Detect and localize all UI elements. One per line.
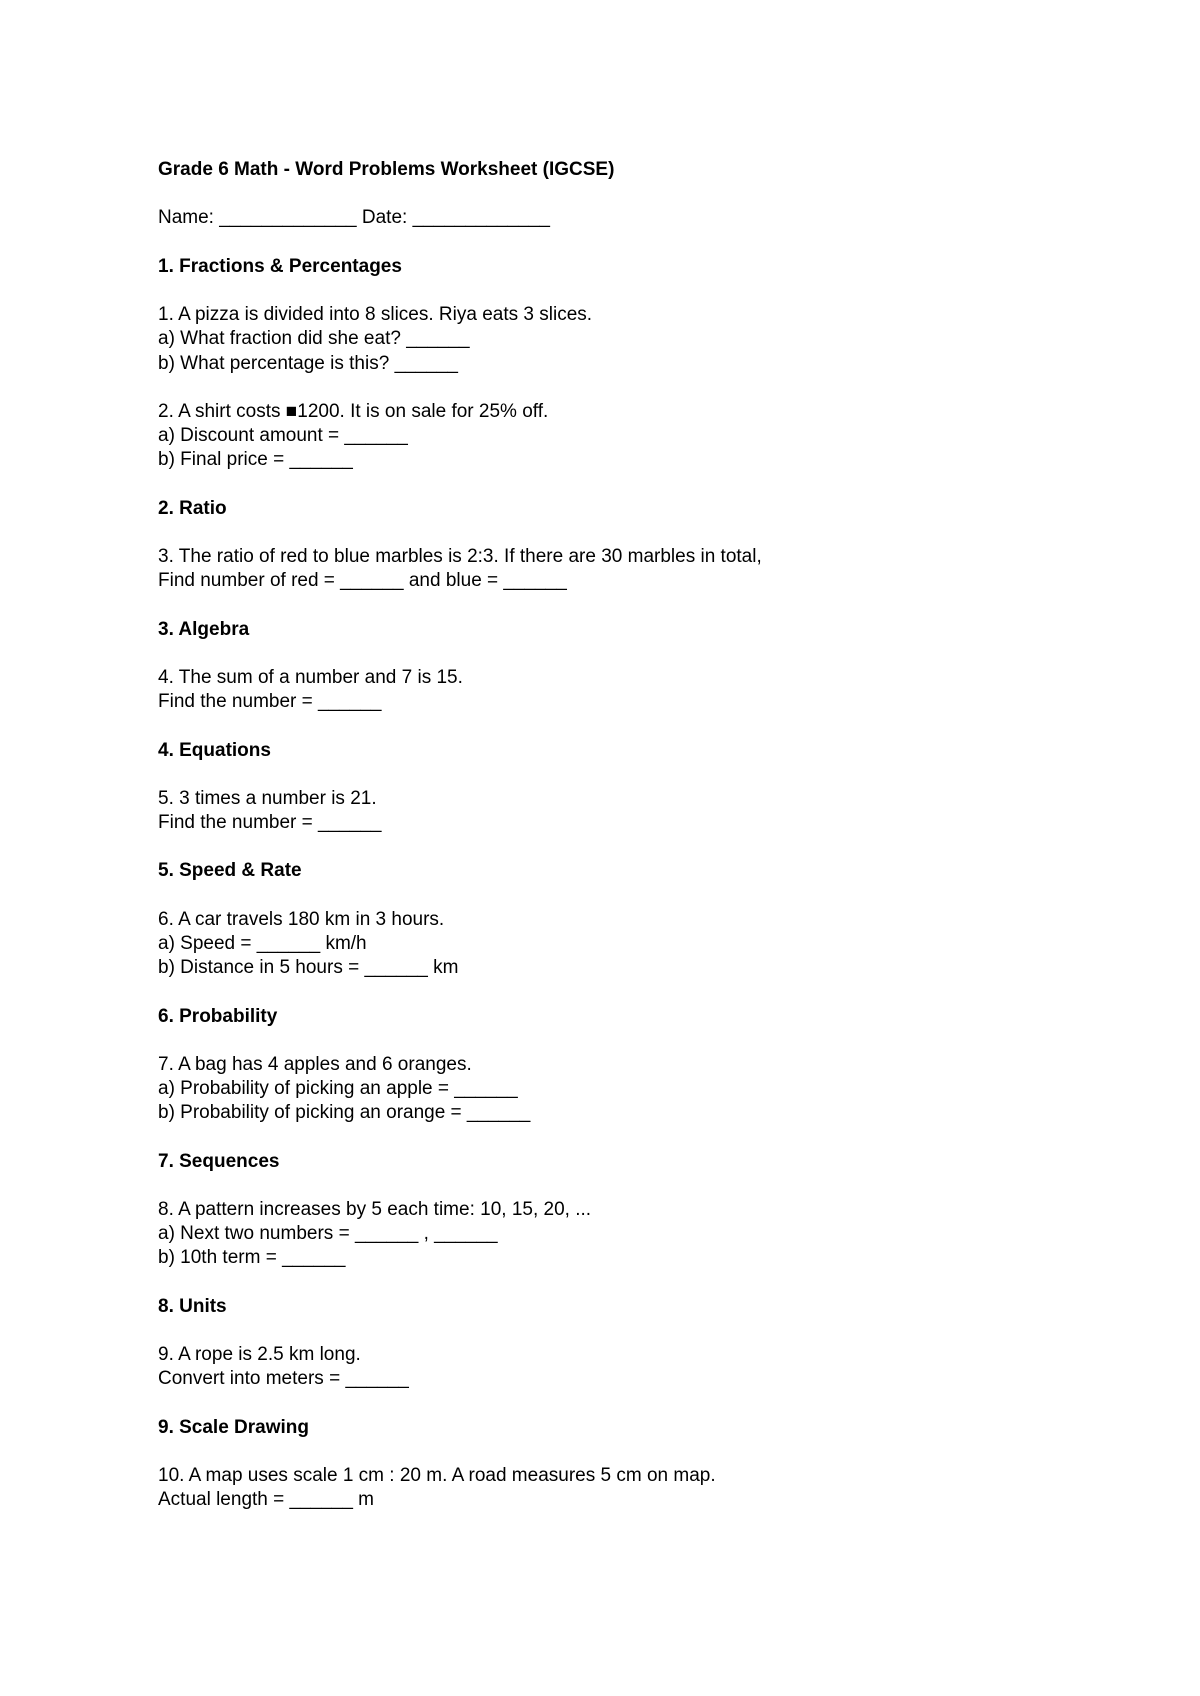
- answer-line: Find the number = ______: [158, 812, 382, 834]
- spacer: [158, 1271, 1138, 1295]
- problem-statement: 10. A map uses scale 1 cm : 20 m. A road measures 5 cm on map.: [158, 1465, 716, 1487]
- name-date-line: Name: _____________ Date: _____________: [158, 207, 550, 229]
- answer-line: b) 10th term = ______: [158, 1247, 346, 1269]
- spacer: [158, 1392, 1138, 1416]
- spacer: [158, 1319, 1138, 1343]
- problem-statement: 4. The sum of a number and 7 is 15.: [158, 666, 463, 688]
- answer-line: Find the number = ______: [158, 691, 382, 713]
- answer-line: b) Probability of picking an orange = ______: [158, 1102, 531, 1124]
- spacer: [158, 182, 1138, 206]
- section-heading: 8. Units: [158, 1295, 227, 1317]
- answer-line: b) What percentage is this? ______: [158, 352, 458, 374]
- section-heading: 5. Speed & Rate: [158, 860, 302, 882]
- sections-container: [158, 255, 1138, 1537]
- spacer: [158, 1174, 1138, 1198]
- spacer: [158, 1440, 1138, 1464]
- spacer: [158, 1126, 1138, 1150]
- problem-statement: 8. A pattern increases by 5 each time: 10, 15, 20, ...: [158, 1199, 592, 1221]
- spacer: [158, 980, 1138, 1004]
- problem-statement: 7. A bag has 4 apples and 6 oranges.: [158, 1053, 472, 1075]
- problem-statement: 5. 3 times a number is 21.: [158, 787, 377, 809]
- spacer: [158, 714, 1138, 738]
- spacer: [158, 279, 1138, 303]
- problem-statement: 2. A shirt costs ■1200. It is on sale for 25% off.: [158, 400, 549, 422]
- spacer: [158, 763, 1138, 787]
- spacer: [158, 593, 1138, 617]
- answer-line: Actual length = ______ m: [158, 1489, 375, 1511]
- section-heading: 7. Sequences: [158, 1150, 280, 1172]
- section-heading: 1. Fractions & Percentages: [158, 255, 402, 277]
- spacer: [158, 884, 1138, 908]
- answer-line: b) Distance in 5 hours = ______ km: [158, 957, 459, 979]
- problem-statement: 6. A car travels 180 km in 3 hours.: [158, 908, 445, 930]
- section-heading: 4. Equations: [158, 739, 271, 761]
- answer-line: Convert into meters = ______: [158, 1368, 409, 1390]
- worksheet-title: Grade 6 Math - Word Problems Worksheet (IGCSE): [158, 159, 615, 180]
- answer-line: a) Discount amount = ______: [158, 425, 408, 447]
- worksheet-page: [158, 158, 1138, 1537]
- answer-line: a) What fraction did she eat? ______: [158, 328, 470, 350]
- section-heading: 2. Ratio: [158, 497, 227, 519]
- problem-statement: 3. The ratio of red to blue marbles is 2:3. If there are 30 marbles in total,: [158, 546, 762, 567]
- section-heading: 9. Scale Drawing: [158, 1416, 310, 1438]
- spacer: [158, 376, 1138, 400]
- section-heading: 6. Probability: [158, 1005, 278, 1027]
- answer-line: a) Probability of picking an apple = ______: [158, 1078, 518, 1100]
- spacer: [158, 472, 1138, 496]
- section-heading: 3. Algebra: [158, 618, 250, 640]
- spacer: [158, 835, 1138, 859]
- answer-line: Find number of red = ______ and blue = ______: [158, 570, 567, 592]
- spacer: [158, 1513, 1138, 1537]
- answer-line: b) Final price = ______: [158, 449, 353, 471]
- spacer: [158, 521, 1138, 545]
- spacer: [158, 642, 1138, 666]
- problem-statement: 1. A pizza is divided into 8 slices. Riya eats 3 slices.: [158, 304, 593, 326]
- problem-statement: 9. A rope is 2.5 km long.: [158, 1344, 361, 1366]
- answer-line: a) Speed = ______ km/h: [158, 933, 367, 954]
- spacer: [158, 1029, 1138, 1053]
- answer-line: a) Next two numbers = ______ , ______: [158, 1223, 498, 1245]
- spacer: [158, 231, 1138, 255]
